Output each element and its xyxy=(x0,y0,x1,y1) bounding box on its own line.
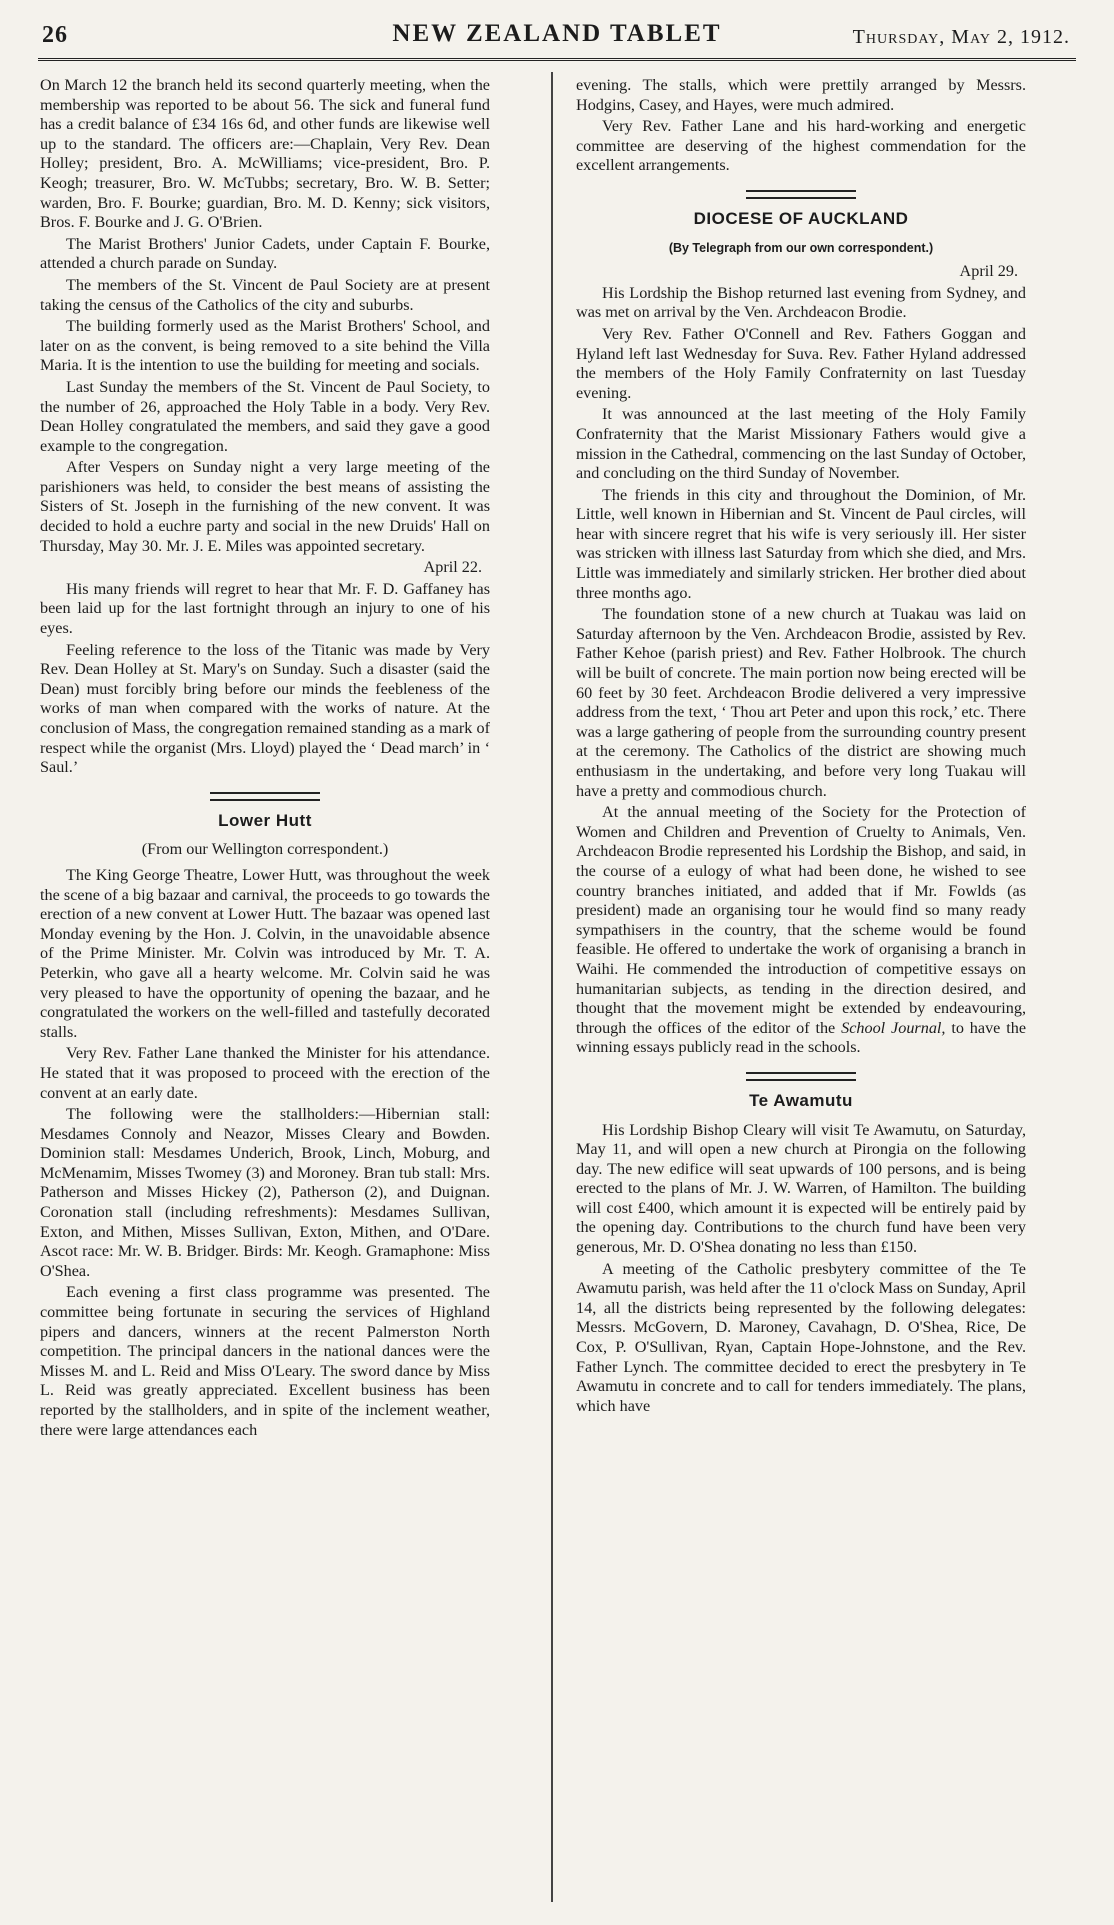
section-divider xyxy=(746,1072,856,1081)
article-paragraph: Very Rev. Father Lane thanked the Minister for his attendance. He stated that it was proposed to proceed with the erection of the convent at an early date. xyxy=(40,1044,490,1102)
article-paragraph: Very Rev. Father Lane and his hard-working and energetic committee are deserving of the highest commendation for the excellent arrangements. xyxy=(576,117,1026,175)
article-paragraph: The foundation stone of a new church at Tuakau was laid on Saturday afternoon by the Ven. Archdeacon Brodie, assisted by Rev. Father Kehoe (parish priest) and Rev. Father Holbrook. The church will be built of concrete. The main portion now being erected will be 60 feet by 30 feet. Archdeacon Brodie delivered a very impressive address from the text, ‘ Thou art Peter and upon this rock,’ etc. There was a large gathering of people from the surrounding country present at the ceremony. The Catholics of the district are showing much enthusiasm in the undertaking, and before very long Tuakau will have a pretty and commodious church. xyxy=(576,605,1026,800)
article-paragraph: After Vespers on Sunday night a very large meeting of the parishioners was held, to consider the best means of assisting the Sisters of St. Joseph in the furnishing of the new convent. It was decided to hold a euchre party and social in the new Druids' Hall on Thursday, May 30. Mr. J. E. Miles was appointed secretary. xyxy=(40,458,490,555)
article-paragraph: The building formerly used as the Marist Brothers' School, and later on as the convent, is being removed to a site behind the Villa Maria. It is the intention to use the building for meeting and socials. xyxy=(40,317,490,375)
section-divider xyxy=(746,190,856,199)
right-column xyxy=(576,76,1026,1906)
dateline: April 22. xyxy=(423,558,482,577)
article-paragraph: The friends in this city and throughout the Dominion, of Mr. Little, well known in Hibernian and St. Vincent de Paul circles, will hear with sincere regret that his wife is very seriously ill. Her sister was stricken with illness last Saturday from which she died, and Mrs. Little was immediately and similarly stricken. Her brother died about three months ago. xyxy=(576,485,1026,602)
paragraph-text: to have the winning essays publicly read in the schools. xyxy=(576,1018,1026,1057)
masthead-title: NEW ZEALAND TABLET xyxy=(392,20,722,47)
article-paragraph: It was announced at the last meeting of the Holy Family Confraternity that the Marist Missionary Fathers would give a mission in the Cathedral, commencing on the last Sunday of October, and concluding on the third Sunday of November. xyxy=(576,405,1026,483)
article-paragraph: His many friends will regret to hear that Mr. F. D. Gaffaney has been laid up for the last fortnight through an injury to one of his eyes. xyxy=(40,579,490,638)
article-paragraph: On March 12 the branch held its second quarterly meeting, when the membership was reported to be about 56. The sick and funeral fund has a credit balance of £34 16s 6d, and other funds are likewise well up to the standard. The officers are:—Chaplain, Very Rev. Dean Holley; president, Bro. A. McWilliams; vice-president, Bro. P. Keogh; treasurer, Bro. W. McTubbs; secretary, Bro. W. B. Setter; warden, Bro. F. Bourke; guardian, Bro. M. D. Kenny; sick visitors, Bros. F. Bourke and J. G. O'Brien. xyxy=(40,76,490,232)
article-paragraph: The King George Theatre, Lower Hutt, was throughout the week the scene of a big bazaar and carnival, the proceeds to go towards the erection of a new convent at Lower Hutt. The bazaar was opened last Monday evening by the Hon. J. Colvin, in the unavoidable absence of the Prime Minister. Mr. Colvin was introduced by Mr. T. A. Peterkin, who gave all a hearty welcome. Mr. Colvin said he was very pleased to have the opportunity of opening the bazaar, and he congratulated the workers on the well-filled and tastefully decorated stalls. xyxy=(40,865,490,1041)
article-paragraph: His Lordship the Bishop returned last evening from Sydney, and was met on arrival by the Ven. Archdeacon Brodie. xyxy=(576,283,1026,322)
article-paragraph: Last Sunday the members of the St. Vincent de Paul Society, to the number of 26, approached the Holy Table in a body. Very Rev. Dean Holley congratulated the members, and said they gave a good example to the congregation. xyxy=(40,377,490,455)
page-header xyxy=(38,18,1076,61)
column-divider xyxy=(551,72,553,1902)
issue-date: Thursday, May 2, 1912. xyxy=(852,26,1070,48)
publication-title: School Journal, xyxy=(841,1018,946,1037)
section-heading-auckland: DIOCESE OF AUCKLAND xyxy=(693,208,909,228)
section-heading-lower-hutt: Lower Hutt xyxy=(218,810,312,830)
article-paragraph: The members of the St. Vincent de Paul Society are at present taking the census of the Catholics of the city and suburbs. xyxy=(40,275,490,314)
section-heading-te-awamutu: Te Awamutu xyxy=(749,1090,853,1110)
section-divider xyxy=(210,792,320,801)
article-paragraph: Very Rev. Father O'Connell and Rev. Fathers Goggan and Hyland left last Wednesday for Suva. Rev. Father Hyland addressed the members of the Holy Family Confraternity on last Tuesday evening. xyxy=(576,324,1026,402)
dateline: April 29. xyxy=(959,262,1018,281)
article-paragraph: The Marist Brothers' Junior Cadets, under Captain F. Bourke, attended a church parade on Sunday. xyxy=(40,234,490,273)
article-paragraph: Feeling reference to the loss of the Titanic was made by Very Rev. Dean Holley at St. Mary's on Sunday. Such a disaster (said the Dean) must forcibly bring before our minds the feebleness of the works of man when compared with the works of nature. At the conclusion of Mass, the congregation remained standing as a mark of respect while the organist (Mrs. Lloyd) played the ‘ Dead march’ in ‘ Saul.’ xyxy=(40,640,490,777)
article-paragraph: evening. The stalls, which were prettily arranged by Messrs. Hodgins, Casey, and Hayes, were much admired. xyxy=(576,76,1026,114)
paragraph-text: At the annual meeting of the Society for the Protection of Women and Children and Prevention of Cruelty to Animals, Ven. Archdeacon Brodie represented his Lordship the Bishop, and said, in the course of a eulogy of what had been done, he wished to see country branches initiated, and added that if Mr. Fowlds (as president) made an organising tour he would find so many ready sympathisers in the country, that the scheme would be found feasible. He offered to undertake the work of organising a branch in Waihi. He commended the introduction of competitive essays on humanitarian subjects, as tending in the direction desired, and thought that the movement might be extended by endeavouring, through the offices of the editor of the xyxy=(576,803,1026,1037)
article-paragraph: Each evening a first class programme was presented. The committee being fortunate in securing the services of Highland pipers and dancers, winners at the recent Palmerston North competition. The principal dancers in the national dances were the Misses M. and L. Reid and Miss O'Leary. The sword dance by Miss L. Reid was greatly appreciated. Excellent business has been reported by the stallholders, and in spite of the inclement weather, there were large attendances each xyxy=(40,1283,490,1439)
telegraph-subheading: (By Telegraph from our own correspondent.) xyxy=(668,240,934,255)
article-paragraph: His Lordship Bishop Cleary will visit Te Awamutu, on Saturday, May 11, and will open a new church at Pirongia on the following day. The new edifice will seat upwards of 100 persons, and is being erected to the plans of Mr. J. W. Warren, of Hamilton. The building will cost £400, which amount it is expected will be entirely paid by the opening day. Contributions to the church fund have been very generous, Mr. D. O'Shea donating no less than £150. xyxy=(576,1120,1026,1257)
page-number: 26 xyxy=(42,22,68,48)
byline: (From our Wellington correspondent.) xyxy=(141,840,389,859)
left-column xyxy=(40,76,490,1906)
article-paragraph: A meeting of the Catholic presbytery committee of the Te Awamutu parish, was held after the 11 o'clock Mass on Sunday, April 14, all the districts being represented by the following delegates: Messrs. McGovern, D. Maroney, Cavahagn, D. O'Shea, Rice, De Cox, P. O'Sullivan, Ryan, Captain Hope-Johnstone, and the Rev. Father Lynch. The committee decided to erect the presbytery in Te Awamutu in concrete and to call for tenders immediately. The plans, which have xyxy=(576,1259,1026,1415)
article-paragraph xyxy=(576,803,1026,1058)
article-paragraph: The following were the stallholders:—Hibernian stall: Mesdames Connoly and Neazor, Misses Cleary and Bowden. Dominion stall: Mesdames Underich, Brook, Linch, Moburg, and McMenamim, Misses Twomey (3) and Moroney. Bran tub stall: Mrs. Patherson and Misses Hickey (2), Patherson (2), and Duignan. Coronation stall (including refreshments): Mesdames Sullivan, Exton, and Mithen, Misses Sullivan, Exton, Mithen, and O'Dare. Ascot race: Mr. W. B. Bridger. Birds: Mr. Keogh. Gramaphone: Miss O'Shea. xyxy=(40,1105,490,1280)
